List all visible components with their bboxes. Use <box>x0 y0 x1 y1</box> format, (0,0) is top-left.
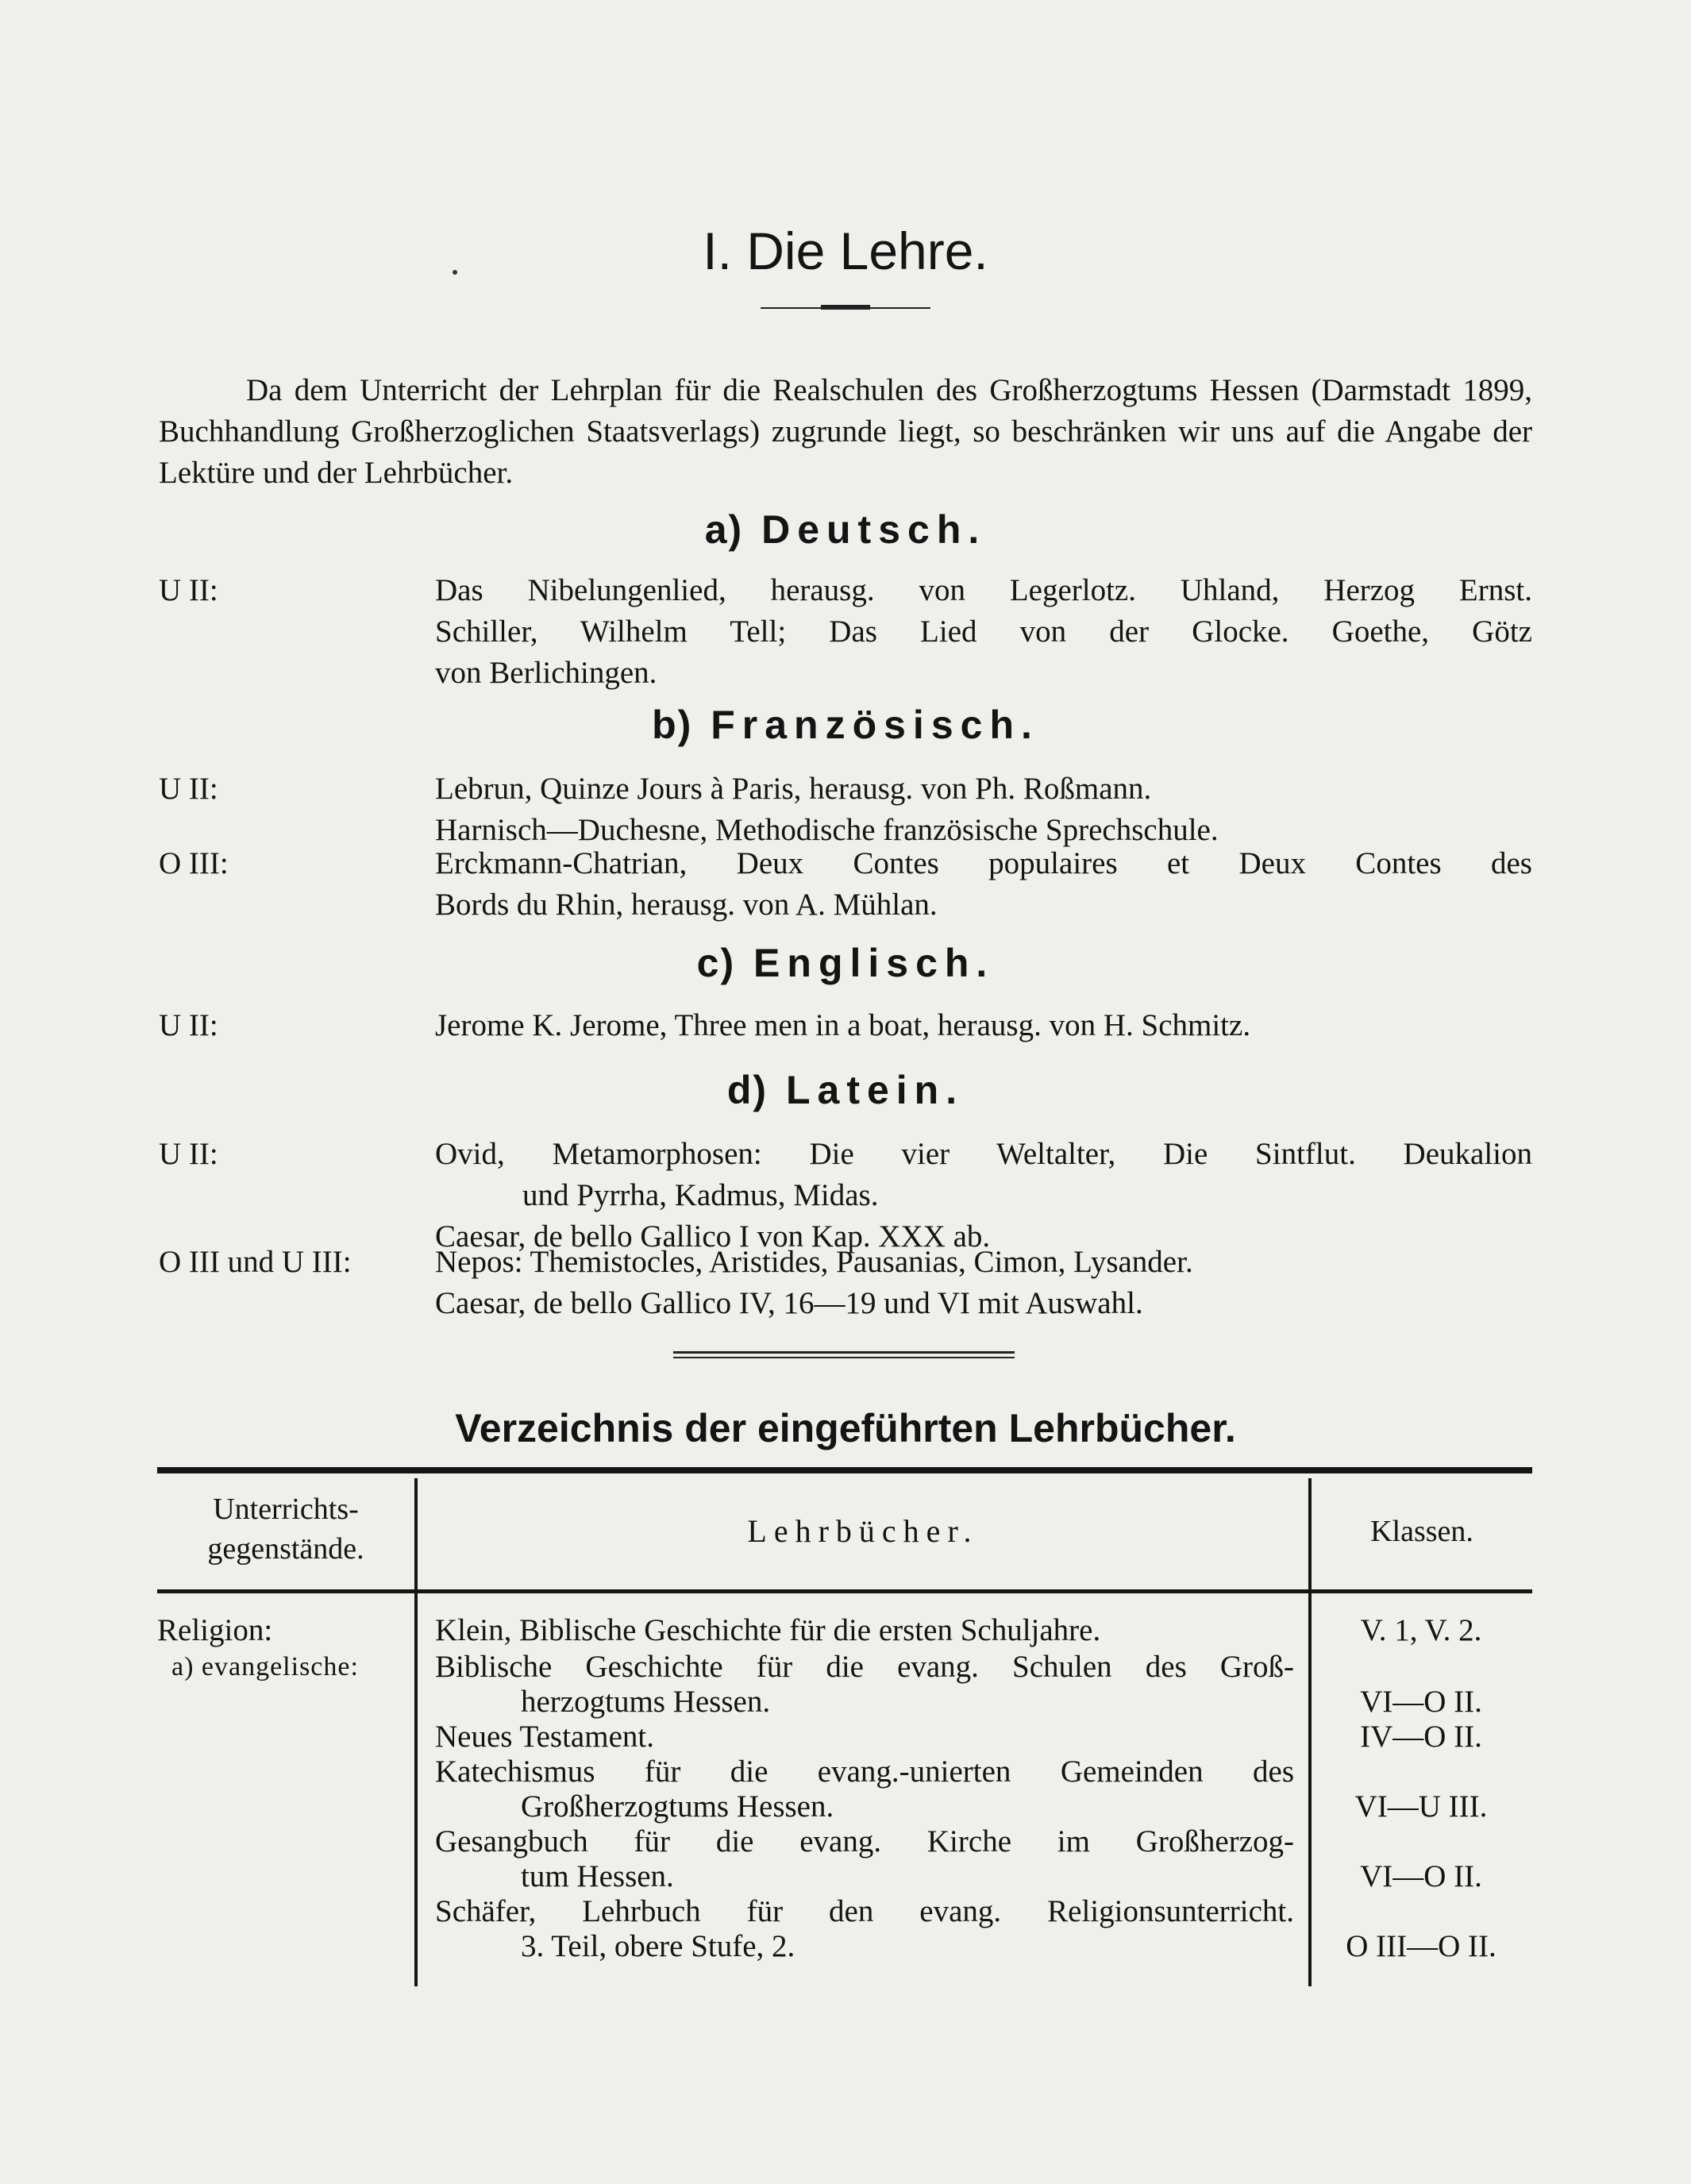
title-ornament <box>761 306 930 310</box>
class-label: U II: <box>159 1008 218 1042</box>
reading-entry: O III und U III: Nepos: Themistocles, Aristides, Pausanias, Cimon, Lysander. Caesar, de bello Gallico IV, 16—19 und VI mit Auswahl. <box>159 1242 1532 1324</box>
page-title: I. Die Lehre. <box>703 221 988 280</box>
header-classes: Klassen. <box>1370 1515 1473 1548</box>
classes-cell: O III—O II. <box>1346 1929 1496 1963</box>
book-cell: Biblische Geschichte für die evang. Schulen des Groß- herzogtums Hessen. <box>435 1650 1294 1719</box>
table-top-rule <box>157 1467 1532 1473</box>
section-heading-englisch: c) Englisch. <box>696 941 995 985</box>
class-label: U II: <box>159 573 218 607</box>
book-cell: Schäfer, Lehrbuch für den evang. Religionsunterricht. 3. Teil, obere Stufe, 2. <box>435 1894 1294 1963</box>
intro-paragraph: Da dem Unterricht der Lehrplan für die Realschulen des Großherzogtums Hessen (Darmstadt 1899, Buchhandlung Großherzoglichen Staatsverlags) zugrunde liegt, so beschränken wir uns auf die Angabe der Lektüre und der Lehrbücher. <box>159 373 1532 490</box>
class-label: O III und U III: <box>159 1245 352 1279</box>
print-speck <box>453 270 457 275</box>
reading-entry: U II: Ovid, Metamorphosen: Die vier Weltalter, Die Sintflut. Deukalion und Pyrrha, Kadmus, Midas. Caesar, de bello Gallico I von Kap. XXX ab. <box>159 1134 1532 1258</box>
classes-cell: VI—O II. <box>1360 1685 1482 1719</box>
classes-cell: IV—O II. <box>1360 1720 1482 1754</box>
book-cell: Klein, Biblische Geschichte für die ersten Schuljahre. <box>435 1613 1101 1647</box>
book-cell: Gesangbuch für die evang. Kirche im Großherzog- tum Hessen. <box>435 1824 1294 1893</box>
section-heading-latein: d) Latein. <box>726 1068 965 1112</box>
classes-cell: VI—U III. <box>1354 1789 1488 1824</box>
reading-entry: U II: Jerome K. Jerome, Three men in a boat, herausg. von H. Schmitz. <box>159 1005 1532 1046</box>
section-heading-deutsch: a) Deutsch. <box>704 507 987 552</box>
classes-cell: VI—O II. <box>1360 1859 1482 1893</box>
class-label: U II: <box>159 772 218 806</box>
classes-cell: V. 1, V. 2. <box>1360 1613 1482 1647</box>
book-cell: Katechismus für die evang.-unierten Gemeinden des Großherzogtums Hessen. <box>435 1755 1294 1824</box>
header-subjects: Unterrichts- gegenstände. <box>207 1493 364 1566</box>
section-heading-franzoesisch: b) Französisch. <box>652 703 1039 747</box>
subject-cell: Religion: <box>157 1613 273 1647</box>
reading-entry: U II: Lebrun, Quinze Jours à Paris, herausg. von Ph. Roßmann. Harnisch—Duchesne, Methodische französische Sprechschule. <box>159 768 1532 851</box>
table-column-divider <box>414 1478 418 1986</box>
subsubject-cell: a) evangelische: <box>171 1652 359 1681</box>
textbook-list-title: Verzeichnis der eingeführten Lehrbücher. <box>455 1406 1236 1450</box>
class-label: O III: <box>159 846 229 880</box>
reading-entry: O III: Erckmann-Chatrian, Deux Contes populaires et Deux Contes des Bords du Rhin, herausg. von A. Mühlan. <box>159 843 1532 926</box>
section-divider <box>673 1351 1015 1359</box>
header-books: Lehrbücher. <box>747 1513 979 1549</box>
reading-entry: U II: Das Nibelungenlied, herausg. von Legerlotz. Uhland, Herzog Ernst. Schiller, Wilhelm Tell; Das Lied von der Glocke. Goethe, Götz von Berlichingen. <box>159 570 1532 694</box>
book-cell: Neues Testament. <box>435 1720 654 1754</box>
class-label: U II: <box>159 1137 218 1171</box>
table-header-rule <box>157 1589 1532 1593</box>
